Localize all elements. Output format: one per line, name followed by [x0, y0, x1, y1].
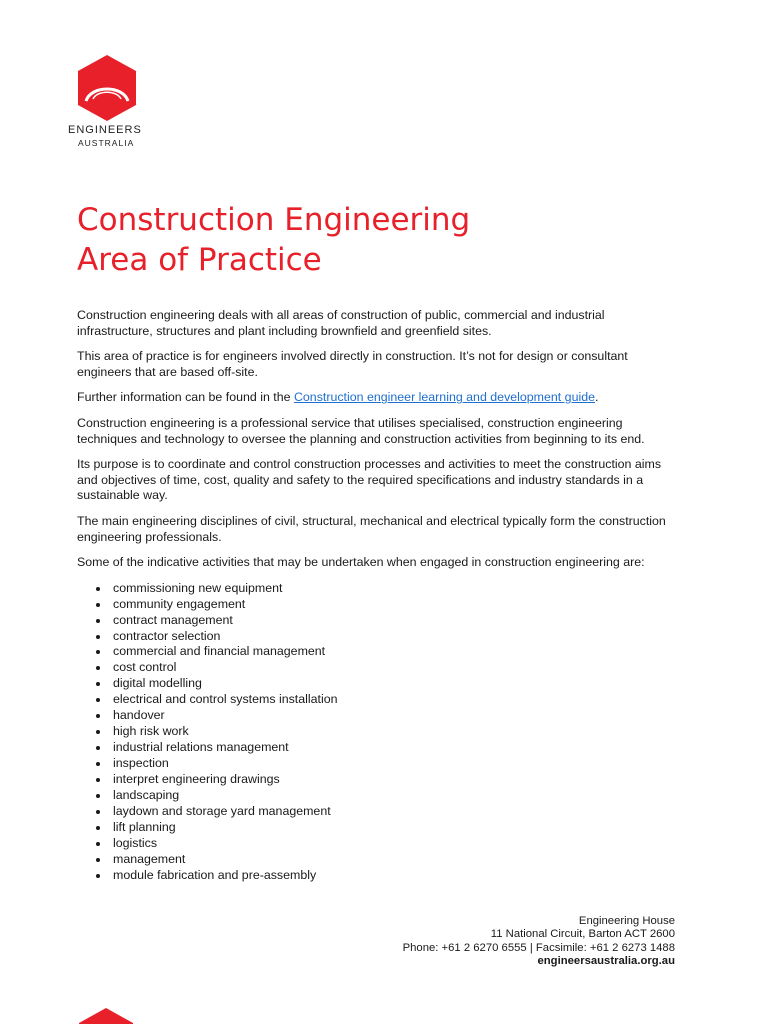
- list-item: interpret engineering drawings: [113, 772, 677, 788]
- list-item: commercial and financial management: [113, 644, 677, 660]
- list-item: community engagement: [113, 597, 677, 613]
- list-item: contractor selection: [113, 629, 677, 645]
- contact-footer: [403, 915, 675, 969]
- title-line-1: Construction Engineering: [77, 202, 471, 238]
- list-item: landscaping: [113, 788, 677, 804]
- footer-website-link[interactable]: engineersaustralia.org.au: [537, 955, 675, 968]
- list-item: high risk work: [113, 724, 677, 740]
- further-info-paragraph: [77, 390, 677, 406]
- list-item: lift planning: [113, 820, 677, 836]
- logo-wordmark-engineers: ENGINEERS: [68, 124, 142, 136]
- footer-phone: Phone: +61 2 6270 6555 | Facsimile: +61 2 6273 1488: [402, 941, 675, 954]
- list-item: digital modelling: [113, 676, 677, 692]
- activities-intro-paragraph: Some of the indicative activities that may be undertaken when engaged in construction engineering are:: [77, 555, 645, 570]
- further-info-prefix: Further information can be found in the: [77, 390, 294, 405]
- footer-building-name: Engineering House: [578, 915, 675, 927]
- hexagon-logo-icon: [77, 55, 137, 121]
- list-item: logistics: [113, 836, 677, 852]
- purpose-paragraph: Its purpose is to coordinate and control construction processes and activities to meet the construction aims and objectives of time, cost, quality and safety to the required specifications and industry standards in a sustainable way.: [77, 457, 662, 503]
- further-info-suffix: .: [595, 390, 599, 405]
- list-item: module fabrication and pre-assembly: [113, 868, 677, 884]
- list-item: inspection: [113, 756, 677, 772]
- list-item: commissioning new equipment: [113, 581, 677, 597]
- list-item: cost control: [113, 660, 677, 676]
- list-item: management: [113, 852, 677, 868]
- disciplines-paragraph: The main engineering disciplines of civil, structural, mechanical and electrical typically form the construction engineering professionals.: [77, 513, 666, 544]
- page-title: [77, 200, 470, 280]
- footer-address: 11 National Circuit, Barton ACT 2600: [490, 928, 675, 941]
- intro-paragraph: Construction engineering deals with all areas of construction of public, commercial and industrial infrastructure, structures and plant including brownfield and greenfield sites.: [77, 308, 605, 338]
- list-item: industrial relations management: [113, 740, 677, 756]
- definition-paragraph: Construction engineering is a professional service that utilises specialised, construction engineering techniques and technology to oversee the planning and construction activities from beginning to its end.: [77, 415, 645, 446]
- engineers-australia-logo: [64, 55, 154, 148]
- list-item: electrical and control systems installation: [113, 692, 677, 708]
- list-item: handover: [113, 708, 677, 724]
- list-item: laydown and storage yard management: [113, 804, 677, 820]
- document-body: [77, 308, 677, 884]
- next-page-logo-icon: [79, 1008, 133, 1024]
- learning-guide-link[interactable]: Construction engineer learning and development guide: [293, 390, 595, 405]
- title-line-2: Area of Practice: [77, 242, 322, 278]
- list-item: contract management: [113, 613, 677, 629]
- scope-paragraph: This area of practice is for engineers involved directly in construction. It’s not for design or consultant engineers that are based off-site.: [77, 349, 628, 379]
- logo-wordmark-australia: AUSTRALIA: [78, 138, 135, 148]
- activities-list: [77, 581, 677, 884]
